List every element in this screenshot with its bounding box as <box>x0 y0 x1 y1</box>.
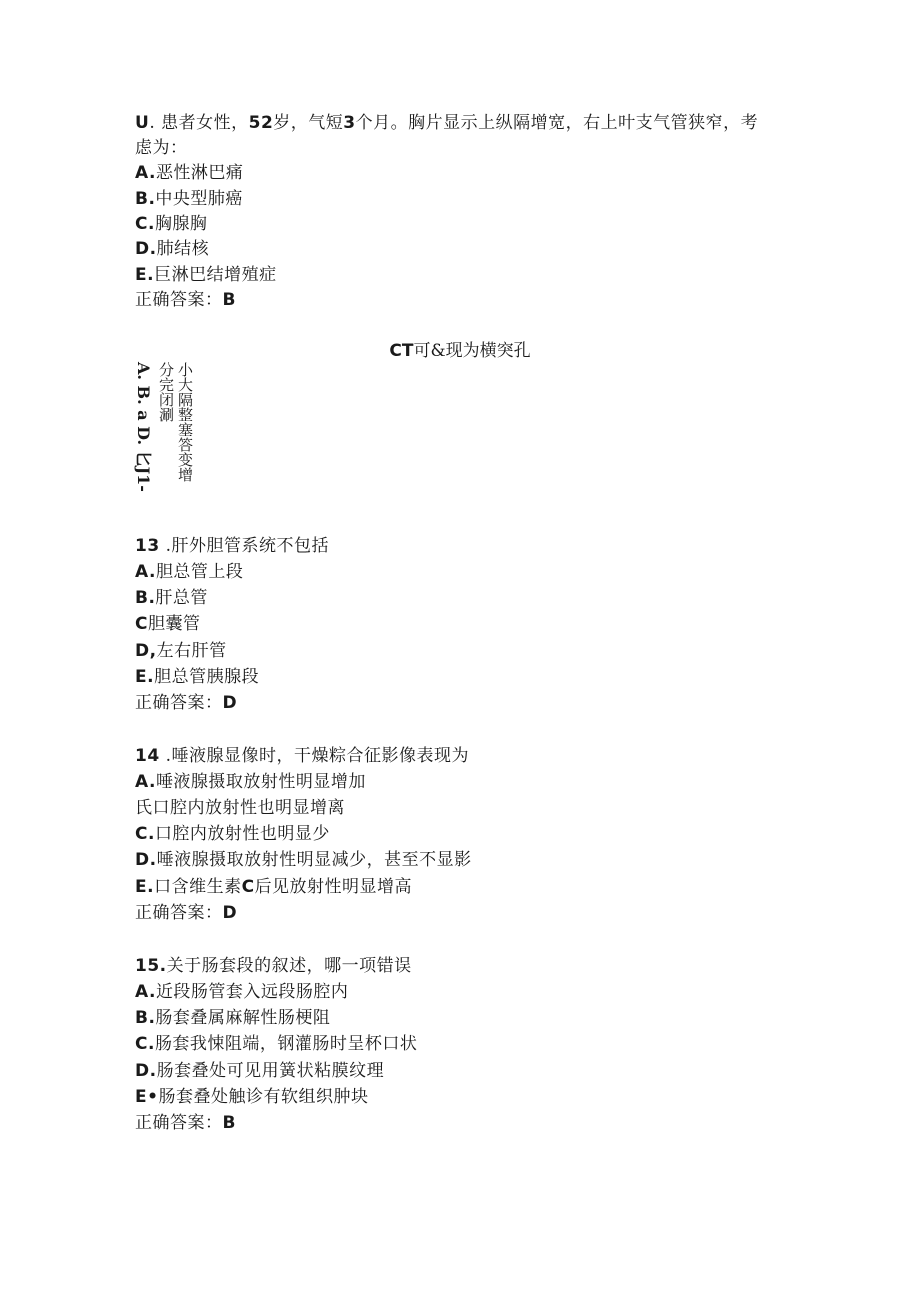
q15-option-c: C.肠套我悚阻端，钢灌肠时呈杯口状 <box>135 1034 418 1054</box>
q14-stem: 14 .唾液腺显像时，干燥粽合征影像表现为 <box>135 746 469 766</box>
q13-answer: 正确答案：D <box>135 693 238 713</box>
q15-stem: 15.关于肠套段的叙述，哪一项错误 <box>135 956 412 976</box>
q13-option-d: D,左右肝管 <box>135 641 227 661</box>
q14-option-e: E.口含维生素C后见放射性明显增高 <box>135 877 413 897</box>
q13-option-a: A.胆总管上段 <box>135 562 244 582</box>
garbled-column-3: 小大隔整塞答变增 <box>176 362 194 482</box>
garbled-column-2: 分完闭涮 <box>157 362 175 422</box>
garbled-rotated-column: A. B. a D. 匕J1- <box>134 362 153 492</box>
q13-option-b: B.肝总管 <box>135 588 208 608</box>
garbled-title: CT可&现为横突孔 <box>389 341 531 361</box>
q12-option-e: E.巨淋巴结增殖症 <box>135 265 277 285</box>
q14-option-b: 氏口腔内放射性也明显增离 <box>135 798 345 818</box>
q15-option-a: A.近段肠管套入远段肠腔内 <box>135 982 349 1002</box>
q12-option-a: A.恶性淋巴痛 <box>135 163 244 183</box>
q14-option-a: A.唾液腺摄取放射性明显增加 <box>135 772 366 792</box>
q12-option-d: D.肺结核 <box>135 239 210 259</box>
q13-stem: 13 .肝外胆管系统不包括 <box>135 536 329 556</box>
q13-option-c: C胆囊管 <box>135 614 201 634</box>
q14-option-d: D.唾液腺摄取放射性明显减少，甚至不显影 <box>135 850 472 870</box>
q15-option-e: E•肠套叠处触诊有软组织肿块 <box>135 1087 369 1107</box>
q15-option-d: D.肠套叠处可见用簧状粘膜纹理 <box>135 1061 385 1081</box>
q12-answer: 正确答案：B <box>135 290 236 310</box>
q14-option-c: C.口腔内放射性也明显少 <box>135 824 330 844</box>
q12-option-c: C.胸腺胸 <box>135 214 208 234</box>
q12-option-b: B.中央型肺癌 <box>135 189 243 209</box>
q15-answer: 正确答案：B <box>135 1113 236 1133</box>
q14-answer: 正确答案：D <box>135 903 238 923</box>
q12-stem-line2: 虑为： <box>135 138 188 158</box>
q13-option-e: E.胆总管胰腺段 <box>135 667 260 687</box>
q12-stem-line1: U. 患者女性，52岁，气短3个月。胸片显示上纵隔增宽，右上叶支气管狭窄，考 <box>135 113 759 133</box>
q15-option-b: B.肠套叠属麻解性肠梗阻 <box>135 1008 331 1028</box>
